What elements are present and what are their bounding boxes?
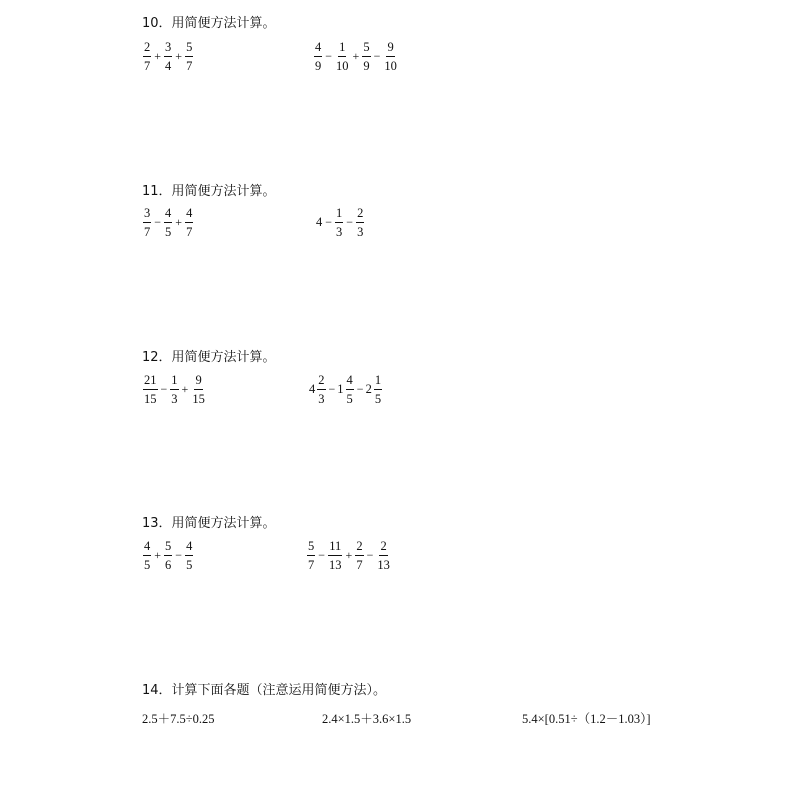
q10-expression-1 — [142, 41, 194, 72]
fraction — [143, 374, 158, 405]
operator: + — [154, 49, 162, 63]
numerator: 4 — [143, 540, 151, 556]
denominator: 10 — [384, 58, 397, 73]
fraction — [328, 540, 343, 571]
operator: − — [366, 548, 374, 562]
operator: − — [356, 382, 364, 396]
question-14-title: 14．计算下面各题（注意运用简便方法）。 — [142, 683, 387, 698]
fraction — [335, 41, 350, 72]
numerator: 1 — [338, 41, 346, 57]
numerator: 21 — [143, 374, 158, 390]
fraction — [143, 207, 151, 238]
denominator: 5 — [346, 391, 353, 406]
whole-number: 4 — [316, 215, 323, 229]
denominator: 5 — [374, 391, 382, 406]
numerator: 11 — [328, 540, 342, 556]
denominator: 3 — [318, 391, 325, 406]
question-13-title: 13．用简便方法计算。 — [142, 516, 276, 531]
fraction — [362, 41, 370, 72]
whole-number: 1 — [337, 382, 344, 396]
fraction — [185, 41, 193, 72]
fraction — [317, 374, 325, 405]
numerator: 2 — [317, 374, 325, 390]
fraction — [374, 374, 382, 405]
numerator: 2 — [356, 207, 364, 223]
q10-expression-2 — [313, 41, 399, 72]
question-12-title: 12．用简便方法计算。 — [142, 350, 276, 365]
denominator: 7 — [356, 557, 363, 572]
operator: + — [181, 382, 189, 396]
denominator: 15 — [192, 391, 205, 406]
numerator: 3 — [164, 41, 172, 57]
q12-expression-1 — [142, 374, 207, 405]
numerator: 5 — [362, 41, 370, 57]
operator: + — [175, 49, 183, 63]
denominator: 3 — [336, 224, 343, 239]
fraction — [170, 374, 178, 405]
operator: − — [328, 382, 336, 396]
operator: + — [345, 548, 353, 562]
denominator: 3 — [357, 224, 364, 239]
denominator: 5 — [165, 224, 172, 239]
fraction — [376, 540, 391, 571]
fraction — [164, 540, 172, 571]
numerator: 3 — [143, 207, 151, 223]
numerator: 4 — [314, 41, 322, 57]
denominator: 10 — [336, 58, 349, 73]
operator: − — [175, 548, 183, 562]
operator: − — [325, 49, 333, 63]
denominator: 7 — [144, 224, 151, 239]
fraction — [185, 540, 193, 571]
q14-expression-3: 5.4×[0.51÷（1.2－1.03）] — [522, 712, 651, 726]
denominator: 5 — [144, 557, 151, 572]
fraction — [335, 207, 343, 238]
denominator: 13 — [377, 557, 390, 572]
fraction — [191, 374, 206, 405]
fraction — [143, 41, 151, 72]
denominator: 4 — [165, 58, 172, 73]
operator: − — [373, 49, 381, 63]
numerator: 9 — [386, 41, 394, 57]
denominator: 3 — [171, 391, 178, 406]
operator: − — [325, 215, 333, 229]
whole-number: 4 — [309, 382, 316, 396]
operator: + — [175, 215, 183, 229]
numerator: 1 — [335, 207, 343, 223]
fraction — [346, 374, 354, 405]
fraction — [383, 41, 398, 72]
denominator: 7 — [308, 557, 315, 572]
denominator: 9 — [363, 58, 370, 73]
fraction — [164, 207, 172, 238]
denominator: 7 — [186, 58, 193, 73]
operator: + — [154, 548, 162, 562]
fraction — [185, 207, 193, 238]
operator: − — [154, 215, 162, 229]
fraction — [355, 540, 363, 571]
fraction — [314, 41, 322, 72]
numerator: 5 — [185, 41, 193, 57]
fraction — [356, 207, 364, 238]
denominator: 6 — [165, 557, 172, 572]
numerator: 2 — [355, 540, 363, 556]
q11-expression-2 — [316, 207, 365, 238]
numerator: 5 — [164, 540, 172, 556]
denominator: 9 — [315, 58, 322, 73]
question-11-title: 11．用简便方法计算。 — [142, 184, 276, 199]
numerator: 9 — [194, 374, 202, 390]
denominator: 13 — [329, 557, 342, 572]
fraction — [143, 540, 151, 571]
numerator: 4 — [346, 374, 354, 390]
q13-expression-2 — [306, 540, 392, 571]
q12-expression-2 — [309, 374, 383, 405]
question-10-title: 10．用简便方法计算。 — [142, 16, 276, 31]
numerator: 1 — [374, 374, 382, 390]
numerator: 5 — [307, 540, 315, 556]
denominator: 7 — [144, 58, 151, 73]
denominator: 7 — [186, 224, 193, 239]
whole-number: 2 — [365, 382, 372, 396]
numerator: 2 — [143, 41, 151, 57]
operator: − — [318, 548, 326, 562]
fraction — [164, 41, 172, 72]
operator: + — [352, 49, 360, 63]
numerator: 2 — [379, 540, 387, 556]
numerator: 1 — [170, 374, 178, 390]
operator: − — [160, 382, 168, 396]
operator: − — [346, 215, 354, 229]
denominator: 5 — [186, 557, 193, 572]
q11-expression-1 — [142, 207, 194, 238]
fraction — [307, 540, 315, 571]
q13-expression-1 — [142, 540, 194, 571]
numerator: 4 — [164, 207, 172, 223]
numerator: 4 — [185, 540, 193, 556]
numerator: 4 — [185, 207, 193, 223]
denominator: 15 — [144, 391, 157, 406]
q14-expression-2: 2.4×1.5＋3.6×1.5 — [322, 712, 412, 726]
q14-expression-1: 2.5＋7.5÷0.25 — [142, 712, 215, 726]
